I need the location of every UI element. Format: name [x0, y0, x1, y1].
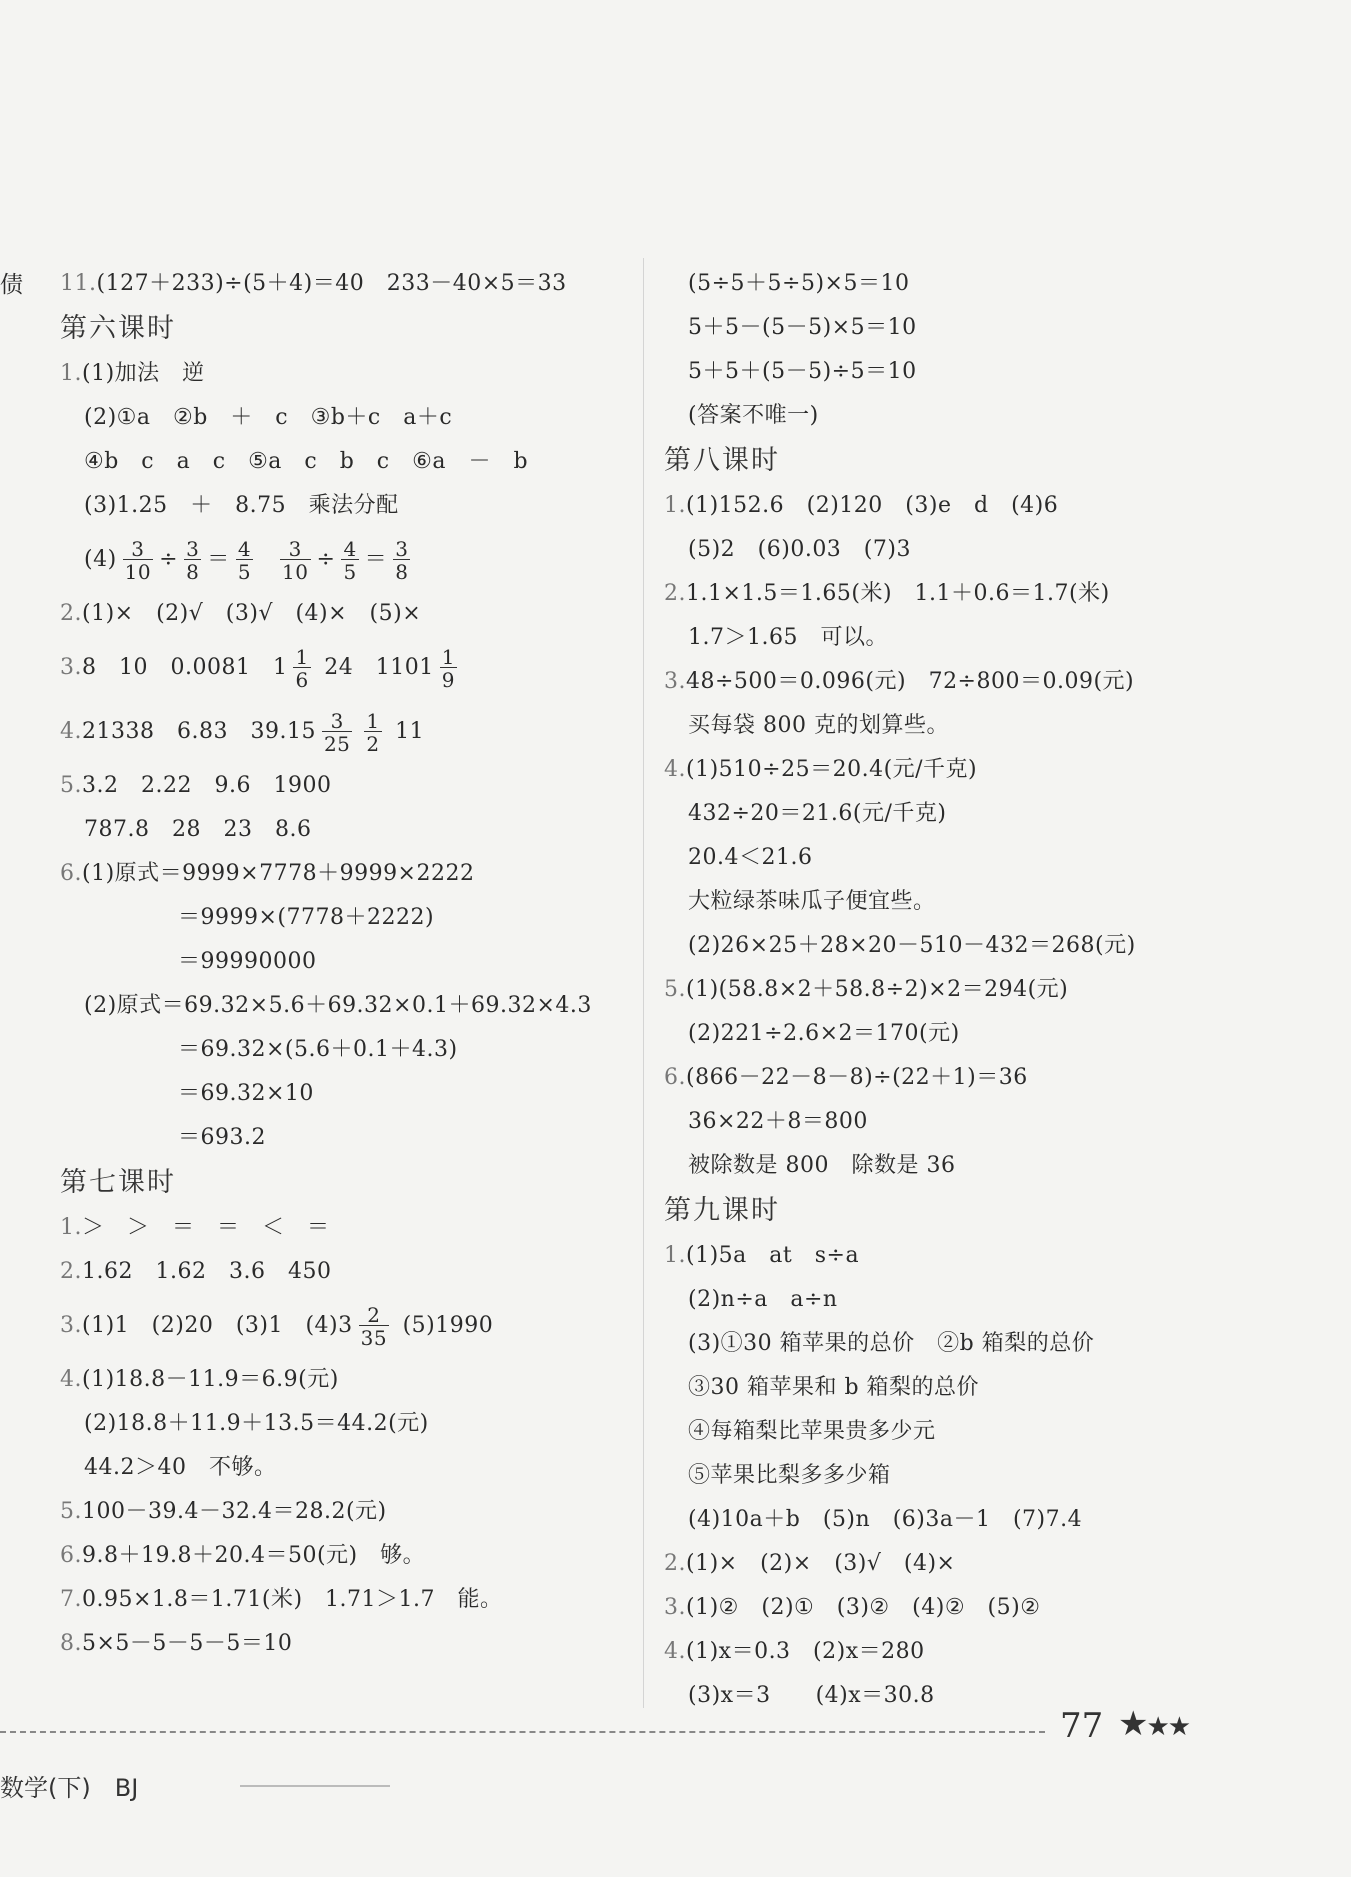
fraction: $\frac{3}{25}$ — [323, 708, 351, 756]
answer-line: 11.(127＋233)÷(5＋4)＝40 233－40×5＝33 — [60, 271, 567, 296]
answer-line: 5＋5－(5－5)×5＝10 — [688, 315, 917, 340]
answer-line: 2.(1)× (2)× (3)√ (4)× — [664, 1551, 956, 1576]
answer-line: 2.1.62 1.62 3.6 450 — [60, 1259, 332, 1284]
answer-line: 3.48÷500＝0.096(元) 72÷800＝0.09(元) — [664, 669, 1135, 694]
answer-line: 6.(1)原式＝9999×7778＋9999×2222 — [60, 861, 475, 886]
column-divider — [643, 258, 644, 1708]
answer-line: 大粒绿茶味瓜子便宜些。 — [688, 889, 936, 914]
answer-line: 787.8 28 23 8.6 — [84, 817, 312, 842]
answer-line-fractions: 4.21338 6.83 39.15 $\frac{3}{25}$ $\frac{1}{2}$ 11 — [60, 708, 425, 756]
answer-line: (2)221÷2.6×2＝170(元) — [688, 1021, 960, 1046]
answer-line: 1.(1)152.6 (2)120 (3)e d (4)6 — [664, 493, 1059, 518]
answer-line: 7.0.95×1.8＝1.71(米) 1.71＞1.7 能。 — [60, 1587, 503, 1612]
left-column — [60, 262, 640, 1666]
answer-line: ＝99990000 — [178, 949, 317, 974]
answer-line: 44.2＞40 不够。 — [84, 1455, 277, 1480]
fraction: $\frac{4}{5}$ — [237, 536, 252, 584]
section-heading: 第八课时 — [664, 445, 780, 476]
answer-line: (3)1.25 ＋ 8.75 乘法分配 — [84, 493, 399, 518]
answer-line: 2.1.1×1.5＝1.65(米) 1.1＋0.6＝1.7(米) — [664, 581, 1110, 606]
answer-line: 1.7＞1.65 可以。 — [688, 625, 888, 650]
answer-line: 5.(1)(58.8×2＋58.8÷2)×2＝294(元) — [664, 977, 1069, 1002]
answer-line: (2)26×25＋28×20－510－432＝268(元) — [688, 933, 1136, 958]
answer-line: (3)①30 箱苹果的总价 ②b 箱梨的总价 — [688, 1331, 1095, 1356]
answer-line: 买每袋 800 克的划算些。 — [688, 713, 949, 738]
answer-line: ④每箱梨比苹果贵多少元 — [688, 1419, 936, 1444]
answer-line: 4.(1)x＝0.3 (2)x＝280 — [664, 1639, 925, 1664]
answer-line-fractions: 3.(1)1 (2)20 (3)1 (4)3 $\frac{2}{35}$ (5)1990 — [60, 1302, 494, 1350]
answer-line: (2)n÷a a÷n — [688, 1287, 838, 1312]
answer-line: 3.(1)② (2)① (3)② (4)② (5)② — [664, 1595, 1041, 1620]
answer-line: ⑤苹果比梨多多少箱 — [688, 1463, 891, 1488]
answer-line: (2)①a ②b ＋ c ③b＋c a＋c — [84, 405, 453, 430]
answer-line: 2.(1)× (2)√ (3)√ (4)× (5)× — [60, 601, 422, 626]
fraction: $\frac{3}{10}$ — [124, 536, 152, 584]
answer-line: ④b c a c ⑤a c b c ⑥a － b — [84, 449, 529, 474]
answer-line: (5)2 (6)0.03 (7)3 — [688, 537, 911, 562]
answer-line: 20.4＜21.6 — [688, 845, 813, 870]
answer-line-fractions: (4) $\frac{3}{10}$ ÷ $\frac{3}{8}$ ＝ $\frac{4}{5}$ $\frac{3}{10}$ ÷ $\frac{4}{5}$ ＝ $\frac{3}{8}$ — [84, 536, 409, 584]
answer-line: 432÷20＝21.6(元/千克) — [688, 801, 947, 826]
section-heading: 第九课时 — [664, 1195, 780, 1226]
answer-line: (3)x＝3 (4)x＝30.8 — [688, 1683, 935, 1708]
answer-line: 4.(1)510÷25＝20.4(元/千克) — [664, 757, 978, 782]
answer-line: 4.(1)18.8－11.9＝6.9(元) — [60, 1367, 339, 1392]
answer-line: 8.5×5－5－5－5＝10 — [60, 1631, 293, 1656]
answer-line: ＝9999×(7778＋2222) — [178, 905, 435, 930]
fraction: $\frac{2}{35}$ — [360, 1302, 388, 1350]
answer-line: (5÷5＋5÷5)×5＝10 — [688, 271, 910, 296]
answer-line: (答案不唯一) — [688, 403, 819, 428]
section-heading: 第六课时 — [60, 313, 176, 344]
page-number: 77 — [1060, 1706, 1104, 1746]
subject-label: 数学(下) BJ — [0, 1774, 139, 1802]
answer-line: 5＋5＋(5－5)÷5＝10 — [688, 359, 917, 384]
right-column — [664, 262, 1304, 1718]
answer-line: 1.(1)加法 逆 — [60, 361, 205, 386]
star-rating-icon: ★★★ — [1118, 1704, 1190, 1744]
answer-line: ＝69.32×(5.6＋0.1＋4.3) — [178, 1037, 458, 1062]
fraction: $\frac{4}{5}$ — [343, 536, 357, 584]
fraction: $\frac{3}{8}$ — [186, 536, 200, 584]
answer-line: 6.9.8＋19.8＋20.4＝50(元) 够。 — [60, 1543, 426, 1568]
fraction: $\frac{1}{9}$ — [441, 644, 455, 692]
answer-line: ＝69.32×10 — [178, 1081, 314, 1106]
fraction: $\frac{1}{2}$ — [366, 708, 380, 756]
section-heading: 第七课时 — [60, 1167, 176, 1198]
answer-line: 6.(866－22－8－8)÷(22＋1)＝36 — [664, 1065, 1028, 1090]
edge-character: 债 — [0, 272, 23, 298]
answer-line: 1.＞ ＞ ＝ ＝ ＜ ＝ — [60, 1215, 330, 1240]
answer-line: 被除数是 800 除数是 36 — [688, 1153, 956, 1178]
answer-line: 5.3.2 2.22 9.6 1900 — [60, 773, 332, 798]
answer-line: 36×22＋8＝800 — [688, 1109, 868, 1134]
fraction: $\frac{1}{6}$ — [295, 644, 309, 692]
fraction: $\frac{3}{8}$ — [395, 536, 409, 584]
answer-line: 5.100－39.4－32.4＝28.2(元) — [60, 1499, 387, 1524]
answer-line: (2)原式＝69.32×5.6＋69.32×0.1＋69.32×4.3 — [84, 993, 592, 1018]
answer-line: (2)18.8＋11.9＋13.5＝44.2(元) — [84, 1411, 429, 1436]
answer-line: (4)10a＋b (5)n (6)3a－1 (7)7.4 — [688, 1507, 1083, 1532]
answer-line-fractions: 3.8 10 0.0081 1 $\frac{1}{6}$ 24 1101 $\frac{1}{9}$ — [60, 644, 455, 692]
fraction: $\frac{3}{10}$ — [282, 536, 309, 584]
answer-line: ③30 箱苹果和 b 箱梨的总价 — [688, 1375, 980, 1400]
answer-line: 1.(1)5a at s÷a — [664, 1243, 860, 1268]
answer-line: ＝693.2 — [178, 1125, 266, 1150]
footer-underline — [240, 1785, 390, 1787]
footer-dashed-rule — [0, 1731, 1045, 1733]
